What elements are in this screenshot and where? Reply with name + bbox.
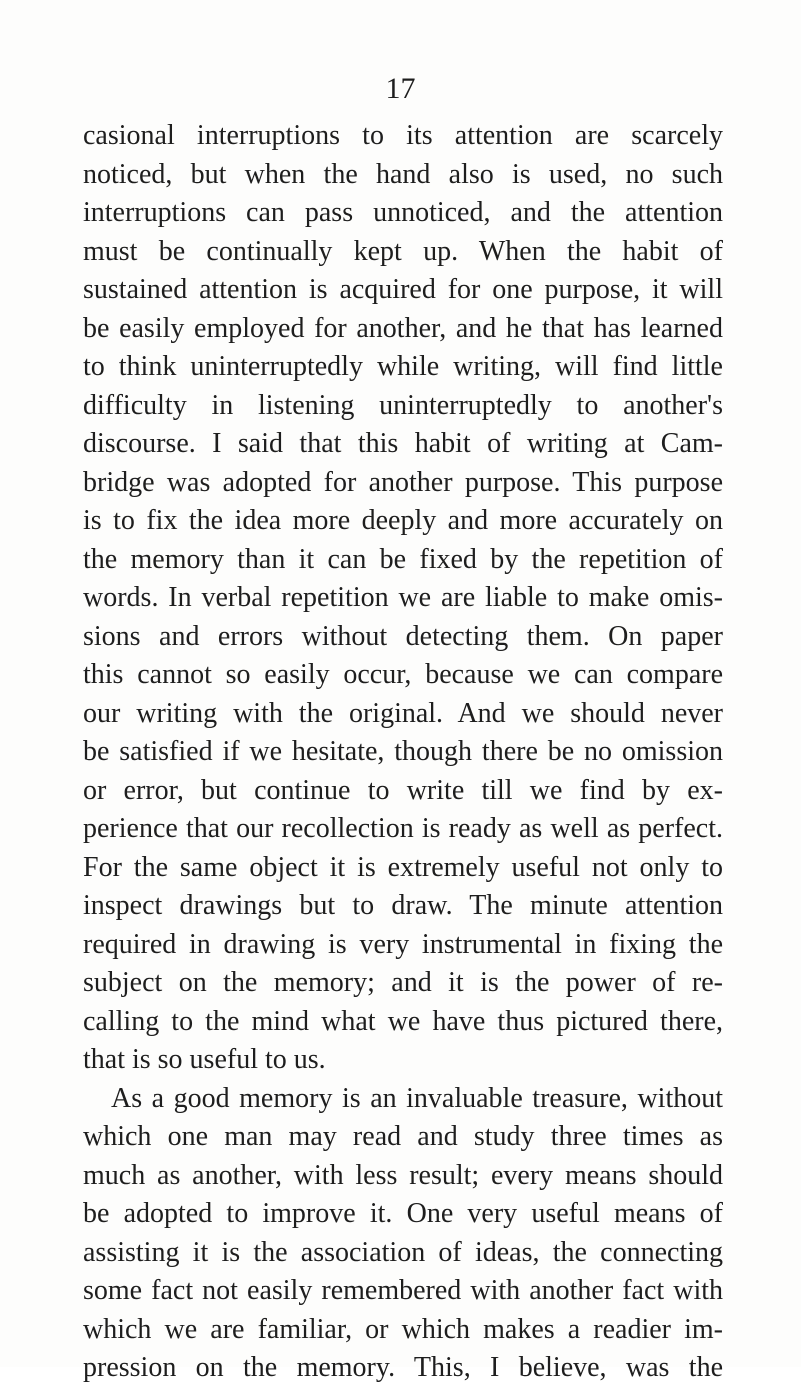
text-line: assisting it is the association of ideas, the connecting <box>83 1236 723 1268</box>
text-line: interruptions can pass unnoticed, and the attention <box>83 197 723 228</box>
text-line: sions and errors without detecting them. On paper <box>83 620 723 652</box>
text-line: sustained attention is acquired for one purpose, it will <box>83 274 723 305</box>
text-line: or error, but continue to write till we find by ex- <box>83 774 723 806</box>
text-line: casional interruptions to its attention are scarcely <box>83 120 723 151</box>
text-line: our writing with the original. And we should never <box>83 697 723 729</box>
text-line: difficulty in listening uninterruptedly to another's <box>83 389 723 421</box>
text-line: must be continually kept up. When the habit of <box>83 235 723 267</box>
paragraph-start-line: As a good memory is an invaluable treasure, without <box>111 1082 723 1114</box>
text-line: perience that our recollection is ready as well as perfect. <box>83 813 723 844</box>
text-line: discourse. I said that this habit of writing at Cam- <box>83 428 723 459</box>
text-line: words. In verbal repetition we are liable to make omis- <box>83 582 723 613</box>
page-number: 17 <box>385 72 416 105</box>
text-line: the memory than it can be fixed by the repetition of <box>83 543 723 575</box>
text-line: is to fix the idea more deeply and more accurately on <box>83 505 723 536</box>
body-text <box>83 117 723 1388</box>
text-line: which one man may read and study three times as <box>83 1121 723 1152</box>
text-line: this cannot so easily occur, because we can compare <box>83 659 723 690</box>
text-line: be adopted to improve it. One very useful means of <box>83 1198 723 1229</box>
text-line: be easily employed for another, and he that has learned <box>83 312 723 344</box>
text-line: required in drawing is very instrumental in fixing the <box>83 928 723 960</box>
paragraph-end-line: that is so useful to us. <box>83 1044 326 1075</box>
text-line: much as another, with less result; every means should <box>83 1159 723 1191</box>
text-line: some fact not easily remembered with another fact with <box>83 1275 723 1306</box>
text-line: noticed, but when the hand also is used, no such <box>83 158 723 190</box>
text-line: pression on the memory. This, I believe, was the <box>83 1352 723 1383</box>
text-line: which we are familiar, or which makes a readier im- <box>83 1313 723 1345</box>
text-line: bridge was adopted for another purpose. This purpose <box>83 466 723 498</box>
text-line: For the same object it is extremely useful not only to <box>83 851 723 883</box>
text-line: to think uninterruptedly while writing, will find little <box>83 351 723 382</box>
text-line: subject on the memory; and it is the power of re- <box>83 967 723 998</box>
text-line: inspect drawings but to draw. The minute attention <box>83 890 723 921</box>
text-line: be satisfied if we hesitate, though there be no omission <box>83 736 723 767</box>
text-line: calling to the mind what we have thus pictured there, <box>83 1005 723 1037</box>
